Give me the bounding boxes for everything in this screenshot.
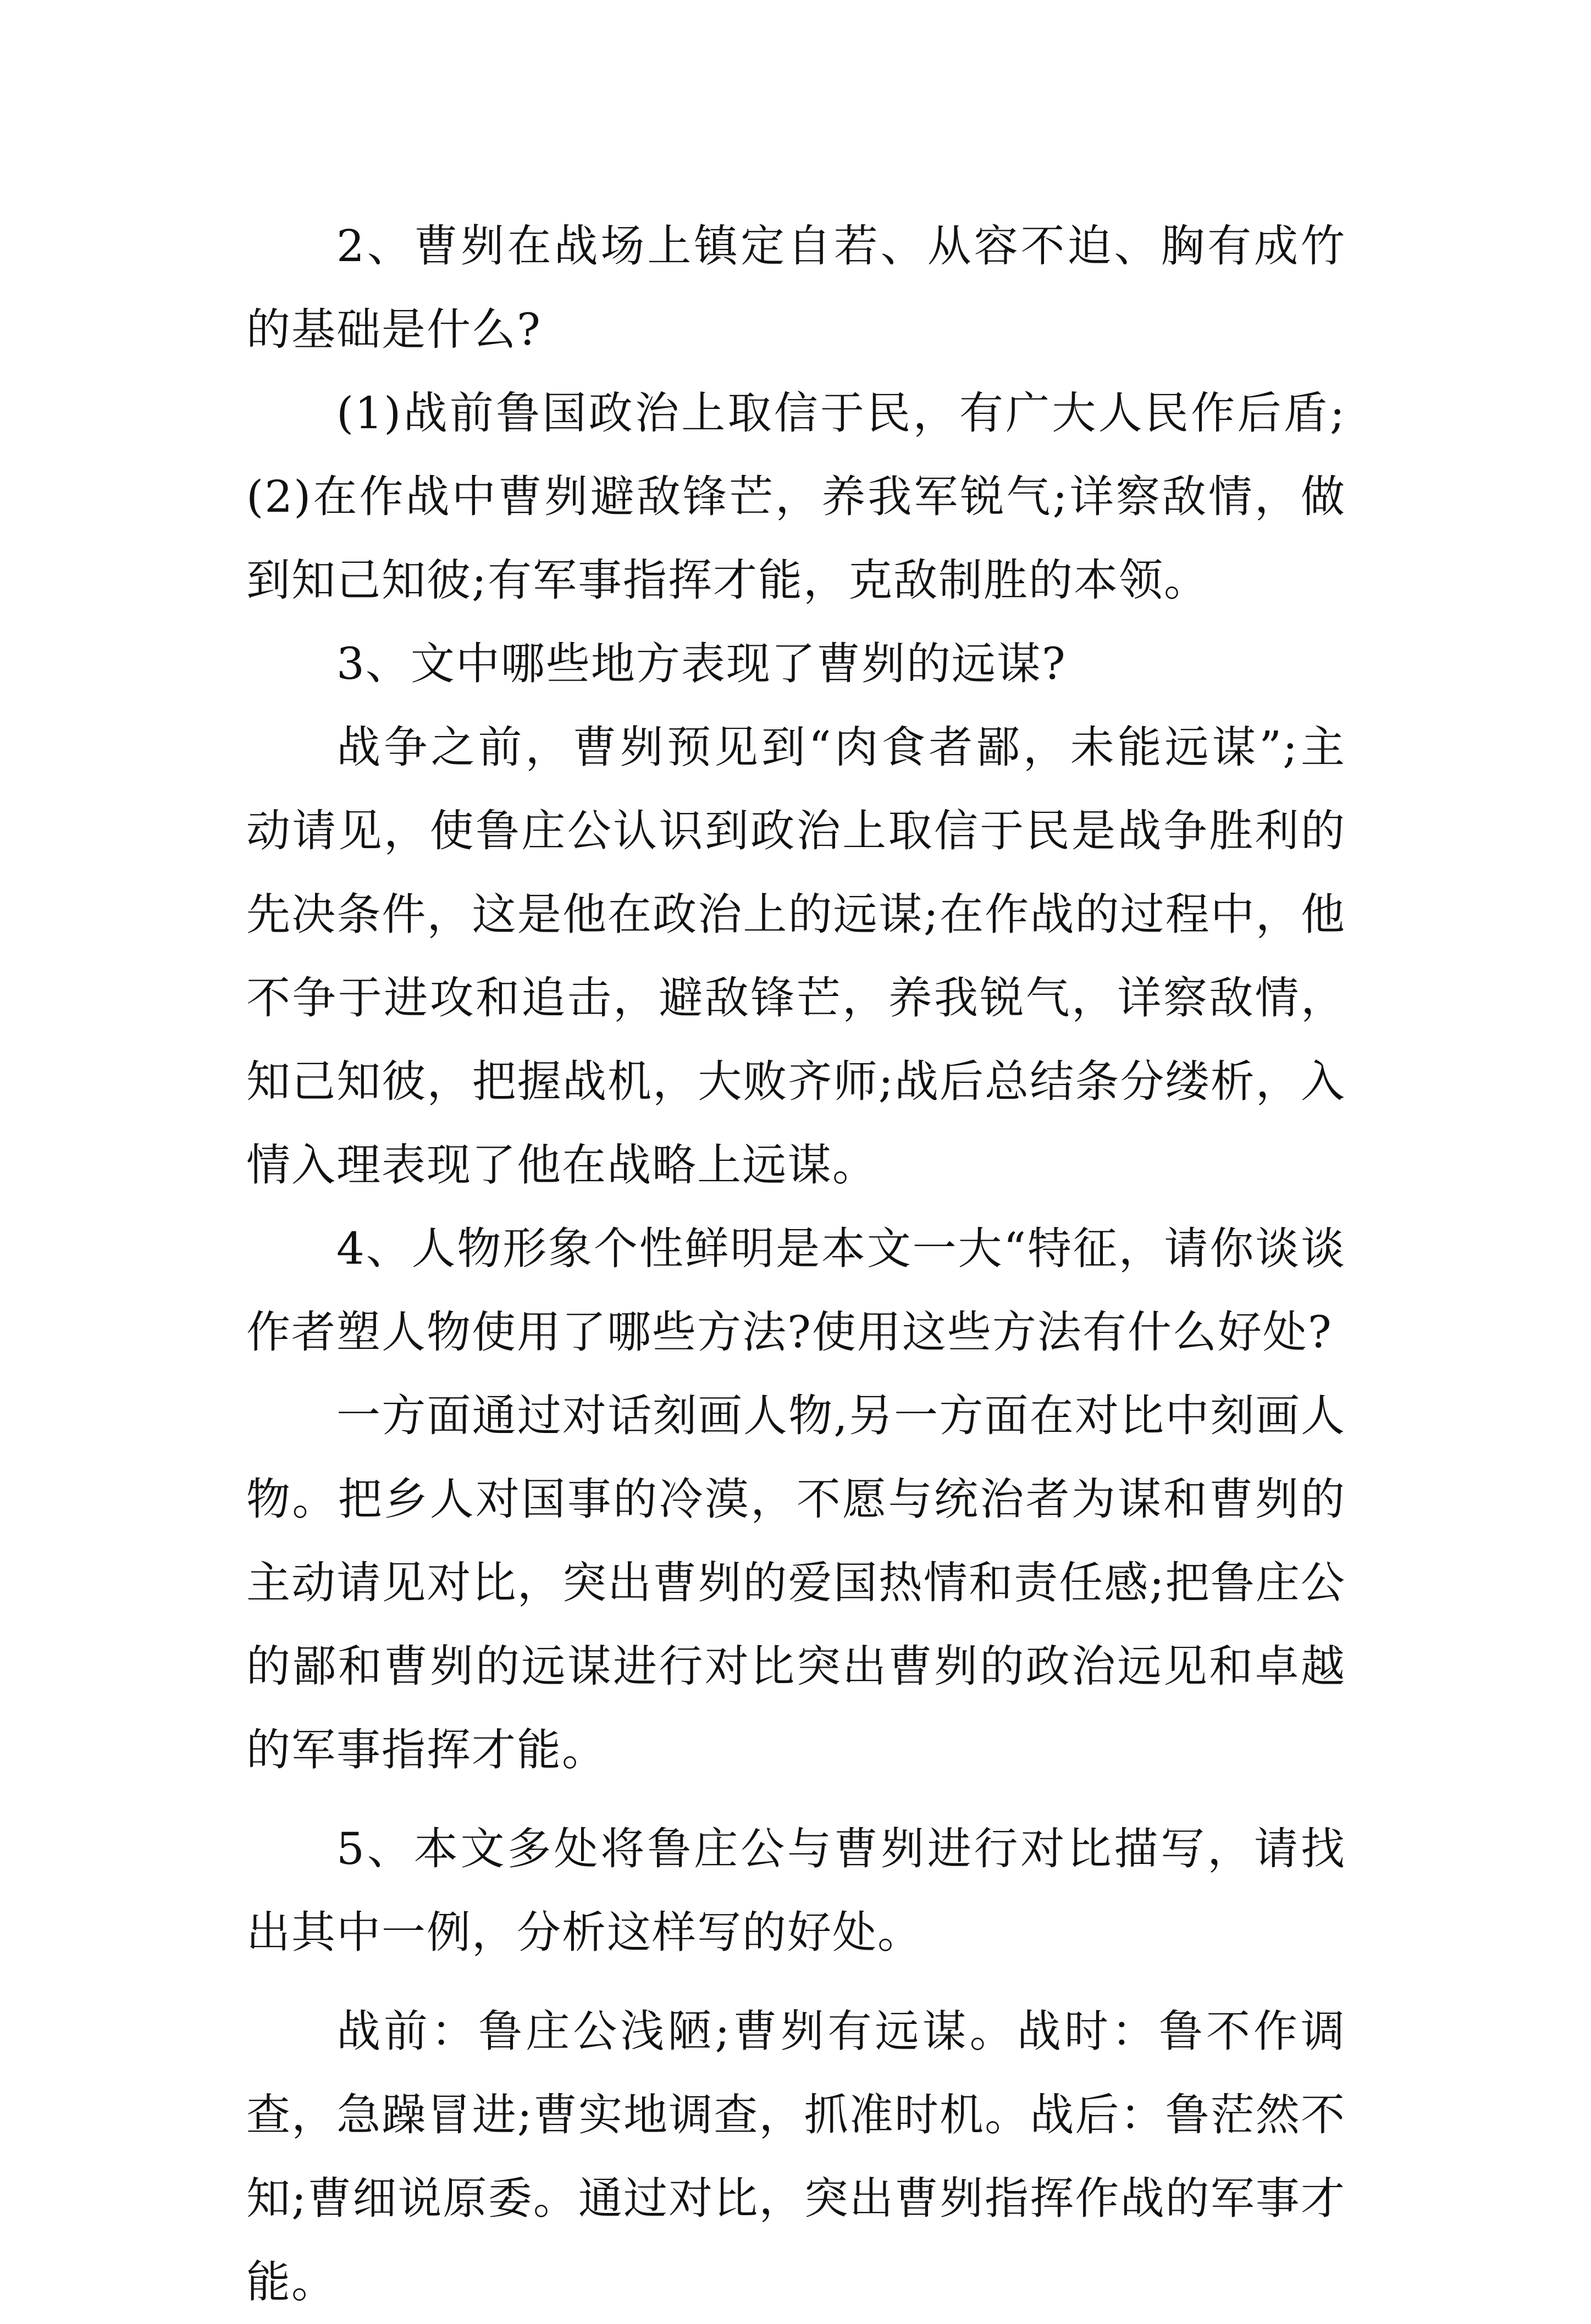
answer-2: (1)战前鲁国政治上取信于民，有广大人民作后盾;(2)在作战中曹刿避敌锋芒，养我军锐气;详察敌情，做到知己知彼;有军事指挥才能，克敌制胜的本领。: [246, 388, 1346, 606]
document-body: [246, 204, 1346, 2324]
answer-3: 战争之前，曹刿预见到“肉食者鄙，未能远谋”;主动请见，使鲁庄公认识到政治上取信于民是战争胜利的先决条件，这是他在政治上的远谋;在作战的过程中，他不争于进攻和追击，避敌锋芒，养我锐气，详察敌情，知己知彼，把握战机，大败齐师;战后总结条分缕析，入情入理表现了他在战略上远谋。: [246, 722, 1346, 1191]
question-3: 3、文中哪些地方表现了曹刿的远谋?: [336, 638, 1067, 689]
question-4: 4、人物形象个性鲜明是本文一大“特征，请你谈谈作者塑人物使用了哪些方法?使用这些方法有什么好处?: [246, 1223, 1346, 1358]
question-5: 5、本文多处将鲁庄公与曹刿进行对比描写，请找出其中一例，分析这样写的好处。: [246, 1823, 1346, 1958]
answer-5: 战前：鲁庄公浅陋;曹刿有远谋。战时：鲁不作调查，急躁冒进;曹实地调查，抓准时机。战后：鲁茫然不知;曹细说原委。通过对比，突出曹刿指挥作战的军事才能。: [246, 2006, 1346, 2308]
question-2: 2、曹刿在战场上镇定自若、从容不迫、胸有成竹的基础是什么?: [246, 220, 1346, 355]
answer-4: 一方面通过对话刻画人物,另一方面在对比中刻画人物。把乡人对国事的冷漠，不愿与统治者为谋和曹刿的主动请见对比，突出曹刿的爱国热情和责任感;把鲁庄公的鄙和曹刿的远谋进行对比突出曹刿的政治远见和卓越的军事指挥才能。: [246, 1390, 1346, 1775]
